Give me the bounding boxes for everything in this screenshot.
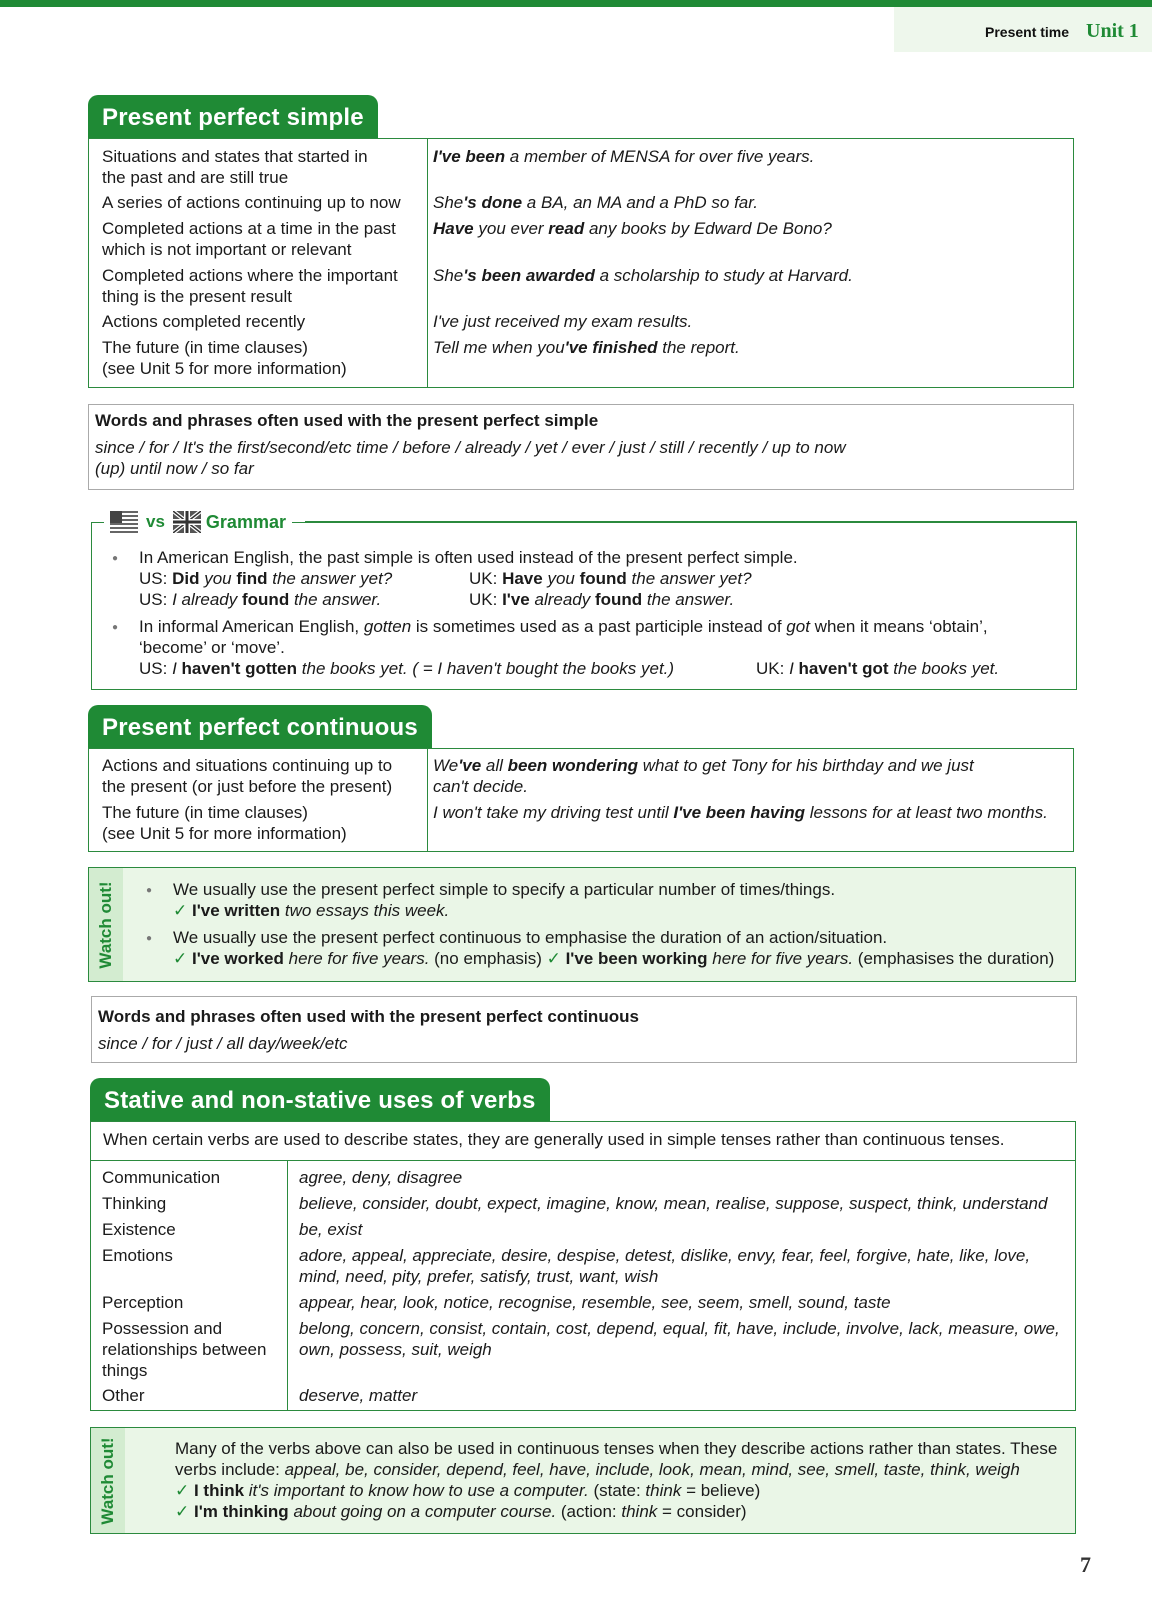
page-number: 7	[1080, 1552, 1091, 1577]
words-pps-line-2: (up) until now / so far	[95, 459, 254, 478]
pps-use-1: the past and are still true	[102, 168, 289, 187]
stative-verbs-6: own, possess, suit, weigh	[299, 1340, 492, 1359]
stative-verbs-5: appear, hear, look, notice, recognise, resemble, see, seem, smell, sound, taste	[299, 1293, 891, 1312]
stative-verbs-3: be, exist	[299, 1220, 363, 1239]
stative-verbs-6: belong, concern, consist, contain, cost, depend, equal, fit, have, include, involve, lack, measure, owe,	[299, 1319, 1060, 1338]
ppc-use-1: the present (or just before the present)	[102, 777, 393, 796]
pps-use-4: thing is the present result	[102, 287, 292, 306]
grammar-header-line	[305, 521, 1077, 523]
vs-label: vs	[146, 512, 165, 531]
watch-out-label: Watch out!	[89, 868, 123, 981]
stative-verbs-2: believe, consider, doubt, expect, imagine, know, mean, realise, suppose, suspect, think, understand	[299, 1194, 1048, 1213]
stative-category-1: Communication	[102, 1168, 221, 1187]
bullet-icon: ●	[112, 553, 119, 564]
grammar-heading	[104, 508, 292, 536]
stative-category-6: Possession and	[102, 1319, 223, 1338]
bullet-icon: ●	[112, 622, 119, 633]
ppc-example-1: can't decide.	[433, 777, 528, 796]
stative-verbs-7: deserve, matter	[299, 1386, 418, 1405]
watch2-example-1: ✓ I think it's important to know how to use a computer. (state: think = believe)	[175, 1481, 761, 1500]
grammar-uk-example-2: UK: I've already found the answer.	[469, 590, 735, 609]
pps-use-3: which is not important or relevant	[102, 240, 352, 259]
section-title-stative-verbs: Stative and non-stative uses of verbs	[90, 1078, 550, 1122]
grammar-title: Grammar	[205, 511, 286, 532]
bullet-icon: ●	[146, 885, 153, 896]
pps-use-6: The future (in time clauses)	[102, 338, 308, 357]
column-divider	[427, 749, 428, 851]
words-pps-line-1: since / for / It's the first/second/etc time / before / already / yet / ever / just / still / recently / up to now	[95, 438, 846, 457]
watch2-example-2: ✓ I'm thinking about going on a computer course. (action: think = consider)	[175, 1502, 747, 1521]
pps-use-5: Actions completed recently	[102, 312, 306, 331]
section-title-present-perfect-continuous: Present perfect continuous	[88, 705, 432, 749]
pps-example-5: I've just received my exam results.	[433, 312, 693, 331]
grammar-uk-example-1: UK: Have you found the answer yet?	[469, 569, 752, 588]
words-ppc-line: since / for / just / all day/week/etc	[98, 1034, 348, 1053]
watch1-line-1: We usually use the present perfect simple to specify a particular number of times/things.	[173, 880, 836, 899]
stative-category-7: Other	[102, 1386, 145, 1405]
words-ppc-title: Words and phrases often used with the present perfect continuous	[98, 1007, 639, 1026]
pps-example-2: She's done a BA, an MA and a PhD so far.	[433, 193, 758, 212]
pps-use-1: Situations and states that started in	[102, 147, 368, 166]
stative-category-5: Perception	[102, 1293, 184, 1312]
uk-flag-icon	[173, 511, 201, 533]
ppc-example-2: I won't take my driving test until I've been having lessons for at least two months.	[433, 803, 1048, 822]
words-phrases-ppc-box	[91, 996, 1077, 1063]
present-perfect-continuous-table	[88, 748, 1074, 852]
column-divider	[287, 1160, 288, 1410]
ppc-use-2: (see Unit 5 for more information)	[102, 824, 347, 843]
header-section: Present time	[985, 24, 1070, 40]
grammar-uk-example-3: UK: I haven't got the books yet.	[756, 659, 1000, 678]
stative-category-6: things	[102, 1361, 148, 1380]
watch-out-box-1	[88, 867, 1076, 982]
words-pps-title: Words and phrases often used with the present perfect simple	[95, 411, 599, 430]
intro-divider	[91, 1160, 1075, 1161]
grammar-us-example-3: US: I haven't gotten the books yet. ( = I haven't bought the books yet.)	[139, 659, 675, 678]
present-perfect-simple-table	[88, 138, 1074, 388]
watch1-example-2: ✓ I've worked here for five years. (no emphasis) ✓ I've been working here for five years. (emphasises the duration)	[173, 949, 1055, 968]
stative-category-3: Existence	[102, 1220, 176, 1239]
pps-use-4: Completed actions where the important	[102, 266, 398, 285]
stative-category-6: relationships between	[102, 1340, 267, 1359]
grammar-bullet-2-cont: ‘become’ or ‘move’.	[139, 638, 285, 657]
bullet-icon: ●	[146, 933, 153, 944]
watch-out-label: Watch out!	[91, 1428, 125, 1533]
ppc-use-2: The future (in time clauses)	[102, 803, 308, 822]
watch2-line-1: Many of the verbs above can also be used in continuous tenses when they describe actions rather than states. These	[175, 1439, 1058, 1458]
us-flag-icon	[110, 511, 138, 533]
pps-example-6: Tell me when you've finished the report.	[433, 338, 740, 357]
stative-verbs-4: adore, appeal, appreciate, desire, despise, detest, dislike, envy, fear, feel, forgive, hate, like, love,	[299, 1246, 1031, 1265]
header-unit: Unit 1	[1086, 20, 1139, 42]
watch2-line-2: verbs include: appeal, be, consider, depend, feel, have, include, look, mean, mind, see, smell, taste, think, weigh	[175, 1460, 1020, 1479]
column-divider	[427, 139, 428, 387]
pps-use-2: A series of actions continuing up to now	[102, 193, 401, 212]
pps-example-4: She's been awarded a scholarship to study at Harvard.	[433, 266, 853, 285]
pps-example-3: Have you ever read any books by Edward De Bono?	[433, 219, 832, 238]
stative-intro: When certain verbs are used to describe states, they are generally used in simple tenses rather than continuous tenses.	[103, 1130, 1005, 1149]
grammar-bullet-1: In American English, the past simple is often used instead of the present perfect simple.	[139, 548, 798, 567]
pps-example-1: I've been a member of MENSA for over five years.	[433, 147, 815, 166]
watch1-line-2: We usually use the present perfect continuous to emphasise the duration of an action/situation.	[173, 928, 888, 947]
grammar-us-example-2: US: I already found the answer.	[139, 590, 382, 609]
top-bar	[0, 0, 1152, 7]
ppc-use-1: Actions and situations continuing up to	[102, 756, 393, 775]
stative-verbs-table	[90, 1121, 1076, 1411]
ppc-example-1: We've all been wondering what to get Tony for his birthday and we just	[433, 756, 974, 775]
grammar-bullet-2: In informal American English, gotten is sometimes used as a past participle instead of got when it means ‘obtain’,	[139, 617, 988, 636]
stative-verbs-1: agree, deny, disagree	[299, 1168, 463, 1187]
watch1-example-1: ✓ I've written two essays this week.	[173, 901, 450, 920]
grammar-us-example-1: US: Did you find the answer yet?	[139, 569, 393, 588]
pps-use-6: (see Unit 5 for more information)	[102, 359, 347, 378]
stative-verbs-4: mind, need, pity, prefer, satisfy, trust, want, wish	[299, 1267, 659, 1286]
stative-category-2: Thinking	[102, 1194, 167, 1213]
stative-category-4: Emotions	[102, 1246, 173, 1265]
section-title-present-perfect-simple: Present perfect simple	[88, 95, 378, 139]
watch-out-box-2	[90, 1427, 1076, 1534]
pps-use-3: Completed actions at a time in the past	[102, 219, 396, 238]
words-phrases-pps-box	[88, 404, 1074, 490]
